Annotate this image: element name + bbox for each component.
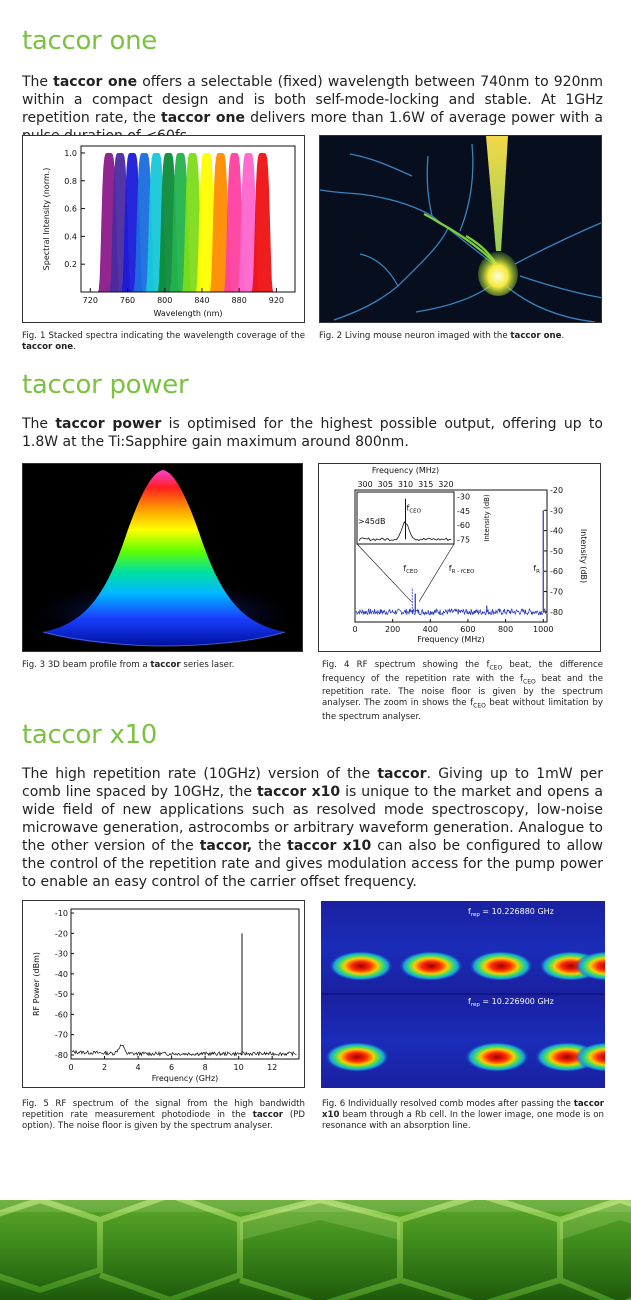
spectra-chart-svg — [23, 136, 305, 323]
figure-4-caption: Fig. 4 RF spectrum showing the $f_{CEO}$ beat, the difference frequency of the repetition rate with the $f_{CEO}$ beat and the repetition rate. The noise floor is given by the spectrum analyser. The zoom in shows the $f_{CEO}$ beat without limitation by the spectrum analyser. — [322, 660, 603, 723]
x-axis-label: Wavelength (nm) — [153, 309, 223, 318]
inset-y-tick-label--45: -45 — [457, 506, 471, 516]
figure-3-caption: Fig. 3 3D beam profile from a taccor series laser. — [22, 660, 235, 670]
y-tick-label--60: -60 — [54, 1010, 68, 1020]
x-tick-label-200: 200 — [385, 625, 401, 634]
inset-x-tick-label-315: 315 — [418, 480, 434, 489]
y-tick-label--40: -40 — [550, 526, 564, 536]
figure-6-caption: Fig. 6 Individually resolved comb modes after passing the taccor x10 beam through a Rb cell. In the lower image, one mode is on resonance with an absorption line. — [322, 1099, 604, 1131]
x-tick-label-10: 10 — [233, 1063, 244, 1072]
x-axis-label: Frequency (MHz) — [417, 635, 485, 644]
x-tick-label-400: 400 — [422, 625, 438, 634]
x-tick-label-600: 600 — [460, 625, 476, 634]
frep-label-top: $f_{rep} = 10.226880$ GHz — [468, 907, 554, 918]
rf-power-chart-svg — [23, 901, 305, 1088]
figure-1-spectra-chart — [22, 135, 305, 323]
y-tick-label--40: -40 — [54, 969, 68, 979]
x-tick-label-720: 720 — [82, 296, 98, 305]
peak-label-2: $f_R$ — [533, 564, 540, 576]
comb-mode-spot-top-1 — [399, 951, 463, 981]
x-tick-label-760: 760 — [119, 296, 136, 305]
section-heading-taccor-power: taccor power — [22, 370, 189, 400]
section-heading-taccor-one: taccor one — [22, 26, 157, 56]
y-axis-label: RF Power (dBm) — [32, 951, 41, 1017]
inset-x-tick-label-305: 305 — [377, 480, 393, 489]
y-tick-label--20: -20 — [550, 486, 564, 495]
y-tick-label-0.2: 0.2 — [64, 260, 77, 270]
inset-x-axis-label: Frequency (MHz) — [371, 466, 440, 475]
section-paragraph-taccor-power: The taccor power is optimised for the highest possible output, offering up to 1.8W at the Ti:Sapphire gain maximum around 800nm. — [22, 416, 603, 450]
y-tick-label--80: -80 — [54, 1050, 68, 1060]
figure-4-rf-spectrum-chart — [318, 463, 601, 652]
figure-3-beam-profile-image — [22, 463, 303, 652]
y-tick-label--70: -70 — [550, 587, 564, 597]
y-tick-label--80: -80 — [550, 607, 564, 617]
inset-y-tick-label--75: -75 — [457, 535, 471, 545]
y-tick-label--20: -20 — [54, 929, 68, 939]
y-tick-label--70: -70 — [54, 1030, 68, 1040]
beam-profile-image — [23, 464, 303, 652]
y-tick-label-0.4: 0.4 — [64, 232, 77, 242]
y-tick-label-0.6: 0.6 — [64, 204, 77, 214]
figure-6-comb-modes-image — [321, 901, 605, 1088]
x-tick-label-800: 800 — [157, 296, 173, 305]
x-tick-label-6: 6 — [169, 1063, 175, 1072]
plot-frame — [71, 909, 299, 1059]
comb-mode-spot-top-2 — [469, 951, 533, 981]
footer-decorative-banner — [0, 1200, 631, 1300]
y-tick-label--50: -50 — [550, 546, 564, 556]
y-tick-label--30: -30 — [54, 949, 68, 959]
x-tick-label-800: 800 — [497, 625, 514, 634]
figure-1-caption: Fig. 1 Stacked spectra indicating the wavelength coverage of the taccor one. — [22, 331, 305, 352]
x-tick-label-4: 4 — [135, 1063, 141, 1072]
y-tick-label--60: -60 — [550, 567, 564, 577]
x-tick-label-0: 0 — [352, 625, 358, 634]
inset-y-axis-label: Intensity (dB) — [483, 494, 491, 542]
figure-5-rf-power-chart — [22, 900, 305, 1088]
figure-2-caption: Fig. 2 Living mouse neuron imaged with the taccor one. — [319, 331, 565, 341]
x-tick-label-840: 840 — [194, 296, 210, 305]
y-tick-label-1: 1.0 — [64, 148, 77, 158]
peak-label-1: $f_{R - f}CEO$ — [448, 564, 475, 576]
comb-mode-spot-top-0 — [329, 951, 393, 981]
y-tick-label--50: -50 — [54, 990, 68, 1000]
hexagon-pattern-graphic — [0, 1200, 631, 1300]
peak-label-0: $f_{CEO}$ — [403, 564, 418, 576]
x-tick-label-8: 8 — [202, 1063, 208, 1072]
rf-spectrum-chart-svg — [319, 464, 601, 652]
y-axis-label: Spectral Intensity (norm.) — [42, 167, 51, 271]
y-tick-label--10: -10 — [54, 909, 68, 919]
y-tick-label--30: -30 — [550, 506, 564, 516]
comb-mode-spot-bottom-1 — [465, 1042, 529, 1072]
section-heading-taccor-x10: taccor x10 — [22, 720, 158, 750]
x-tick-label-880: 880 — [231, 296, 247, 305]
inset-peak-label: $f_{CEO}$ — [406, 503, 421, 515]
x-tick-label-12: 12 — [267, 1063, 278, 1072]
x-tick-label-0: 0 — [68, 1063, 74, 1072]
x-tick-label-2: 2 — [101, 1063, 108, 1072]
inset-x-tick-label-320: 320 — [438, 480, 454, 489]
y-axis-label: Intensity (dB) — [579, 528, 588, 584]
x-tick-label-1000: 1000 — [533, 625, 554, 634]
x-tick-label-920: 920 — [268, 296, 285, 305]
inset-annotation: >45dB — [358, 517, 386, 526]
figure-2-neuron-image — [319, 135, 602, 323]
neuron-image — [320, 136, 602, 323]
inset-y-tick-label--60: -60 — [457, 521, 471, 531]
x-axis-label: Frequency (GHz) — [151, 1074, 219, 1083]
section-paragraph-taccor-one: The taccor one offers a selectable (fixed) wavelength between 740nm to 920nm within a compact design and is both self-mode-locking and stable. At 1GHz repetition rate, the taccor one delivers more than 1.6W of average power with a — [22, 74, 603, 126]
comb-modes-image — [321, 901, 605, 1088]
inset-x-tick-label-310: 310 — [397, 480, 414, 489]
section-paragraph-taccor-x10: The high repetition rate (10GHz) version of the taccor. Giving up to 1mW per comb line spaced by 10GHz, the taccor x10 is unique to the market and opens a wide field of new applications such as resolved mode spectroscopy, low-noise microwave generation, astrocombs or arbitrary waveform generation. Analogue to the other version of the taccor, the taccor x10 can also be configured to allow the control of the repetition rate and gives modulation access for the pump power to enable an easy control of the carrier offset frequency. — [22, 766, 603, 890]
frep-label-bottom: $f_{rep} = 10.226900$ GHz — [468, 997, 554, 1008]
y-tick-label-0.8: 0.8 — [64, 176, 77, 186]
comb-mode-spot-bottom-0 — [325, 1042, 389, 1072]
inset-x-tick-label-300: 300 — [357, 480, 373, 489]
figure-5-caption: Fig. 5 RF spectrum of the signal from the high bandwidth repetition rate measurement photodiode in the taccor (PD option). The noise floor is given by the spectrum analyser. — [22, 1099, 305, 1131]
inset-y-tick-label--30: -30 — [457, 492, 471, 502]
